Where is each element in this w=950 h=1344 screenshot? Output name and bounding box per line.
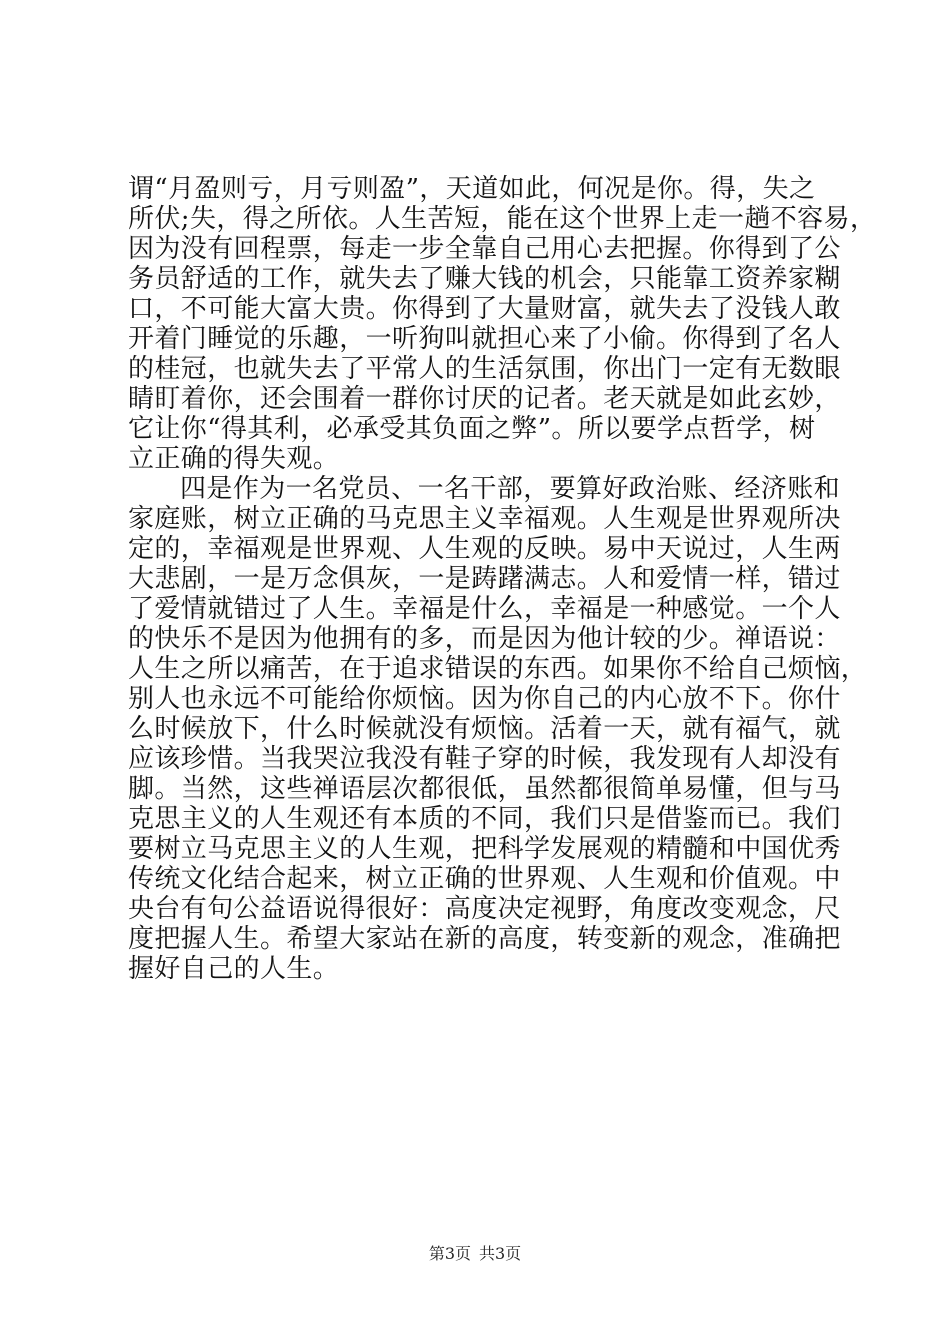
text-line: 开着门睡觉的乐趣，一听狗叫就担心来了小偷。你得到了名人 <box>128 324 841 354</box>
text-line: 了爱情就错过了人生。幸福是什么，幸福是一种感觉。一个人 <box>128 594 841 624</box>
text-line: 务员舒适的工作，就失去了赚大钱的机会，只能靠工资养家糊 <box>128 264 841 294</box>
page-footer <box>0 1244 950 1264</box>
text-line: 睛盯着你，还会围着一群你讨厌的记者。老天就是如此玄妙， <box>128 384 841 414</box>
text-line: 人生之所以痛苦，在于追求错误的东西。如果你不给自己烦恼， <box>128 654 868 684</box>
text-line: 定的，幸福观是世界观、人生观的反映。易中天说过，人生两 <box>128 534 841 564</box>
text-line: 的快乐不是因为他拥有的多，而是因为他计较的少。禅语说： <box>128 624 841 654</box>
text-line: 因为没有回程票，每走一步全靠自己用心去把握。你得到了公 <box>128 234 841 264</box>
text-line: 要树立马克思主义的人生观，把科学发展观的精髓和中国优秀 <box>128 834 841 864</box>
text-line-first: 四是作为一名党员、一名干部，要算好政治账、经济账和 <box>180 474 841 504</box>
text-line: 口，不可能大富大贵。你得到了大量财富，就失去了没钱人敢 <box>128 294 841 324</box>
text-line: 别人也永远不可能给你烦恼。因为你自己的内心放不下。你什 <box>128 684 841 714</box>
text-line: 央台有句公益语说得很好：高度决定视野，角度改变观念，尺 <box>128 894 841 924</box>
text-line: 么时候放下，什么时候就没有烦恼。活着一天，就有福气，就 <box>128 714 841 744</box>
page-number-total: 共3页 <box>479 1244 522 1263</box>
text-line: 大悲剧，一是万念俱灰，一是踌躇满志。人和爱情一样，错过 <box>128 564 841 594</box>
text-line: 所伏;失，得之所依。人生苦短，能在这个世界上走一趟不容易， <box>128 204 877 234</box>
text-line: 立正确的得失观。 <box>128 444 340 474</box>
document-body <box>128 174 877 984</box>
text-line: 它让你“得其利，必承受其负面之弊”。所以要学点哲学，树 <box>128 414 816 444</box>
text-line: 握好自己的人生。 <box>128 954 340 984</box>
text-line: 克思主义的人生观还有本质的不同，我们只是借鉴而已。我们 <box>128 804 841 834</box>
text-line: 家庭账，树立正确的马克思主义幸福观。人生观是世界观所决 <box>128 504 841 534</box>
text-line: 度把握人生。希望大家站在新的高度，转变新的观念，准确把 <box>128 924 841 954</box>
text-line: 脚。当然，这些禅语层次都很低，虽然都很简单易懂，但与马 <box>128 774 841 804</box>
paragraph-1 <box>128 174 877 474</box>
page-number-current: 第3页 <box>428 1244 471 1263</box>
text-line: 谓“月盈则亏，月亏则盈”，天道如此，何况是你。得，失之 <box>128 174 816 204</box>
text-line: 传统文化结合起来，树立正确的世界观、人生观和价值观。中 <box>128 864 841 894</box>
paragraph-2 <box>128 474 868 984</box>
text-line: 的桂冠，也就失去了平常人的生活氛围，你出门一定有无数眼 <box>128 354 841 384</box>
text-line: 应该珍惜。当我哭泣我没有鞋子穿的时候，我发现有人却没有 <box>128 744 841 774</box>
